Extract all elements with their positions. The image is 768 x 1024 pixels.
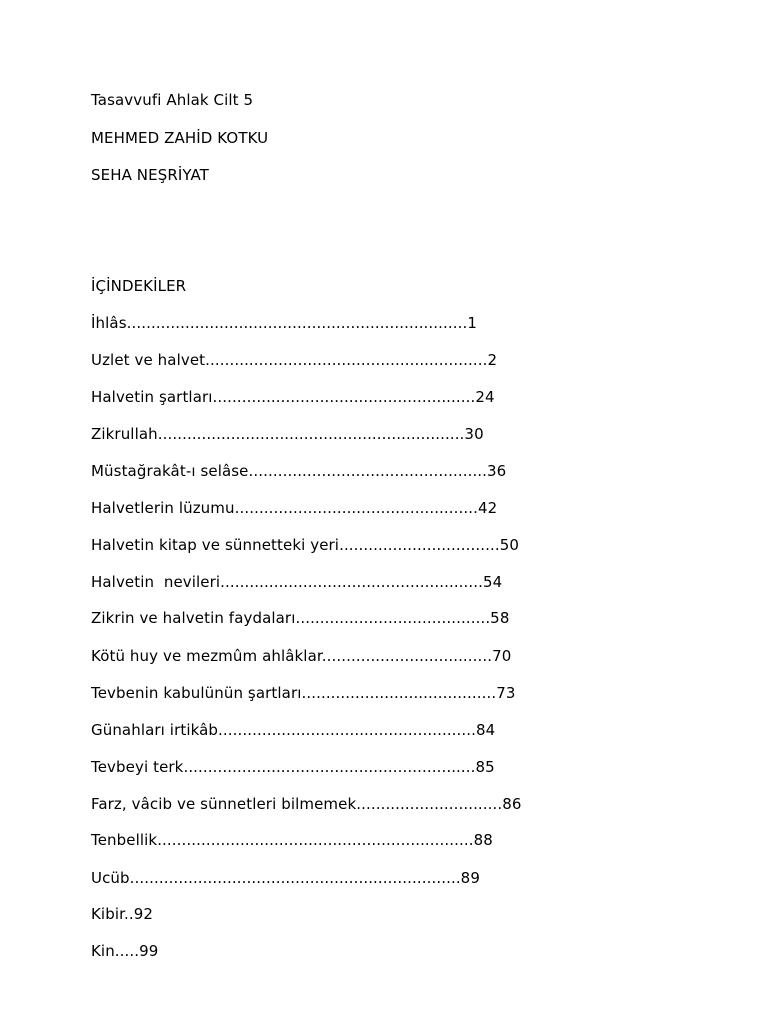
toc-entry: Halvetin kitap ve sünnetteki yeri.................................50 (91, 536, 520, 554)
toc-entry: Kibir..92 (91, 905, 154, 923)
toc-entry: Günahları irtikâb.....................................................84 (91, 721, 496, 739)
toc-entry: Halvetin nevileri......................................................54 (91, 573, 503, 591)
toc-entry: Ucüb....................................................................89 (91, 869, 480, 887)
publisher-name: SEHA NEŞRİYAT (91, 166, 209, 184)
toc-entry: Zikrin ve halvetin faydaları........................................58 (91, 609, 510, 627)
toc-entry: Halvetlerin lüzumu..................................................42 (91, 499, 498, 517)
toc-heading: İÇİNDEKİLER (91, 277, 187, 295)
book-title: Tasavvufi Ahlak Cilt 5 (91, 91, 254, 109)
toc-entry: Halvetin şartları......................................................24 (91, 388, 495, 406)
toc-entry: Uzlet ve halvet..........................................................2 (91, 351, 498, 369)
toc-entry: Kötü huy ve mezmûm ahlâklar...................................70 (91, 647, 512, 665)
toc-entry: Zikrullah...............................................................30 (91, 425, 484, 443)
toc-entry: Tenbellik.................................................................88 (91, 831, 493, 849)
toc-entry: Farz, vâcib ve sünnetleri bilmemek..............................86 (91, 795, 522, 813)
toc-entry: Müstağrakât-ı selâse.................................................36 (91, 462, 507, 480)
toc-entry: Tevbeyi terk............................................................85 (91, 758, 495, 776)
toc-entry: İhlâs......................................................................1 (91, 314, 478, 332)
toc-entry: Tevbenin kabulünün şartları........................................73 (91, 684, 516, 702)
toc-entry: Kin.....99 (91, 942, 159, 960)
author-name: MEHMED ZAHİD KOTKU (91, 129, 269, 147)
